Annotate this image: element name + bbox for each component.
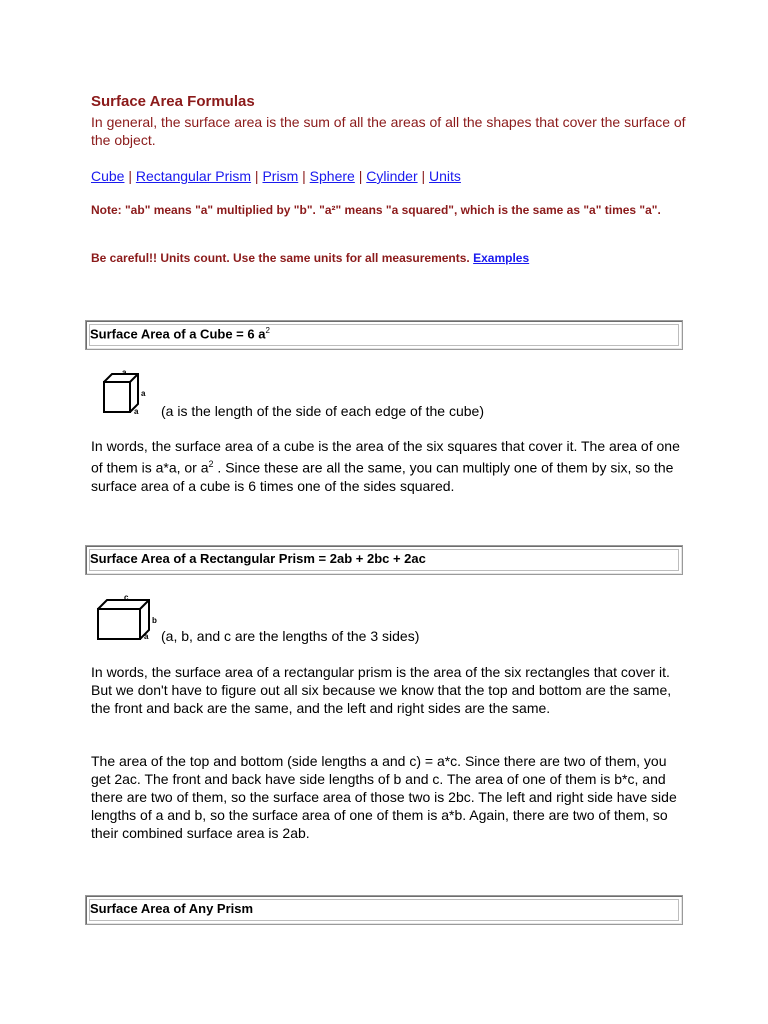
rectangular-prism-diagram-icon: [94, 592, 160, 642]
cube-heading: Surface Area of a Cube = 6 $a^2$: [90, 326, 270, 342]
rect-prism-explanation-1: In words, the surface area of a rectangular prism is the area of the six rectangles that cover it. But we don't have to figure out all six because we know that the top and bottom are the same, the front and back are the same, and the left and right sides are the same.: [91, 664, 672, 716]
units-warning: [91, 251, 691, 265]
any-prism-heading-box: [85, 895, 683, 925]
nav-separator: |: [124, 168, 136, 184]
nav-separator: |: [298, 168, 310, 184]
nav-separator: |: [417, 168, 430, 184]
page-title: Surface Area Formulas: [91, 93, 255, 110]
prism-label-top: c: [124, 593, 129, 602]
nav-link-rectangular-prism[interactable]: Rectangular Prism: [135, 168, 252, 184]
any-prism-heading: Surface Area of Any Prism: [90, 901, 254, 916]
rect-prism-heading-box: [85, 545, 683, 575]
rect-prism-caption: (a, b, and c are the lengths of the 3 sides): [161, 628, 420, 644]
nav-link-sphere[interactable]: Sphere: [309, 168, 355, 184]
nav-link-units[interactable]: Units: [429, 168, 461, 184]
rect-prism-heading: Surface Area of a Rectangular Prism = 2ab + 2bc + 2ac: [90, 551, 426, 566]
units-warning-text: Be careful!! Units count. Use the same units for all measurements.: [91, 251, 470, 265]
nav-link-prism[interactable]: Prism: [262, 168, 299, 184]
cube-label-bottom: a: [134, 407, 139, 416]
nav-link-cylinder[interactable]: Cylinder: [366, 168, 418, 184]
cube-label-top: a: [122, 368, 127, 377]
notation-note: Note: "ab" means "a" multiplied by "b". "a²" means "a squared", which is the same as "a" times "a".: [91, 203, 661, 217]
prism-label-side: b: [152, 616, 157, 625]
prism-label-bottom: a: [144, 632, 149, 641]
cube-heading-box: [85, 320, 683, 350]
nav-separator: |: [251, 168, 263, 184]
cube-caption: (a is the length of the side of each edge of the cube): [161, 403, 484, 419]
cube-diagram-icon: [100, 368, 150, 418]
nav-link-cube[interactable]: Cube: [91, 168, 125, 184]
cube-label-side: a: [141, 389, 146, 398]
cube-explanation: In words, the surface area of a cube is the area of the six squares that cover it. The area of one of them is a*a, or $a^2$ . Since these are all the same, you can multiply one of them by six, so the surface area of a cube is 6 times one of the sides squared.: [91, 438, 680, 494]
intro-text: In general, the surface area is the sum of all the areas of all the shapes that cover the surface of the object.: [91, 114, 686, 148]
nav-separator: |: [354, 168, 367, 184]
examples-link[interactable]: Examples: [473, 251, 530, 265]
section-nav: [91, 167, 461, 185]
rect-prism-explanation-2: The area of the top and bottom (side lengths a and c) = a*c. Since there are two of them, you get 2ac. The front and back have side lengths of b and c. The area of one of them is b*c, and there are two of them, so the surface area of those two is 2bc. The left and right side have side lengths of a and b, so the surface area of one of them is a*b. Again, there are two of them, so their combined surface area is 2ab.: [91, 753, 677, 841]
